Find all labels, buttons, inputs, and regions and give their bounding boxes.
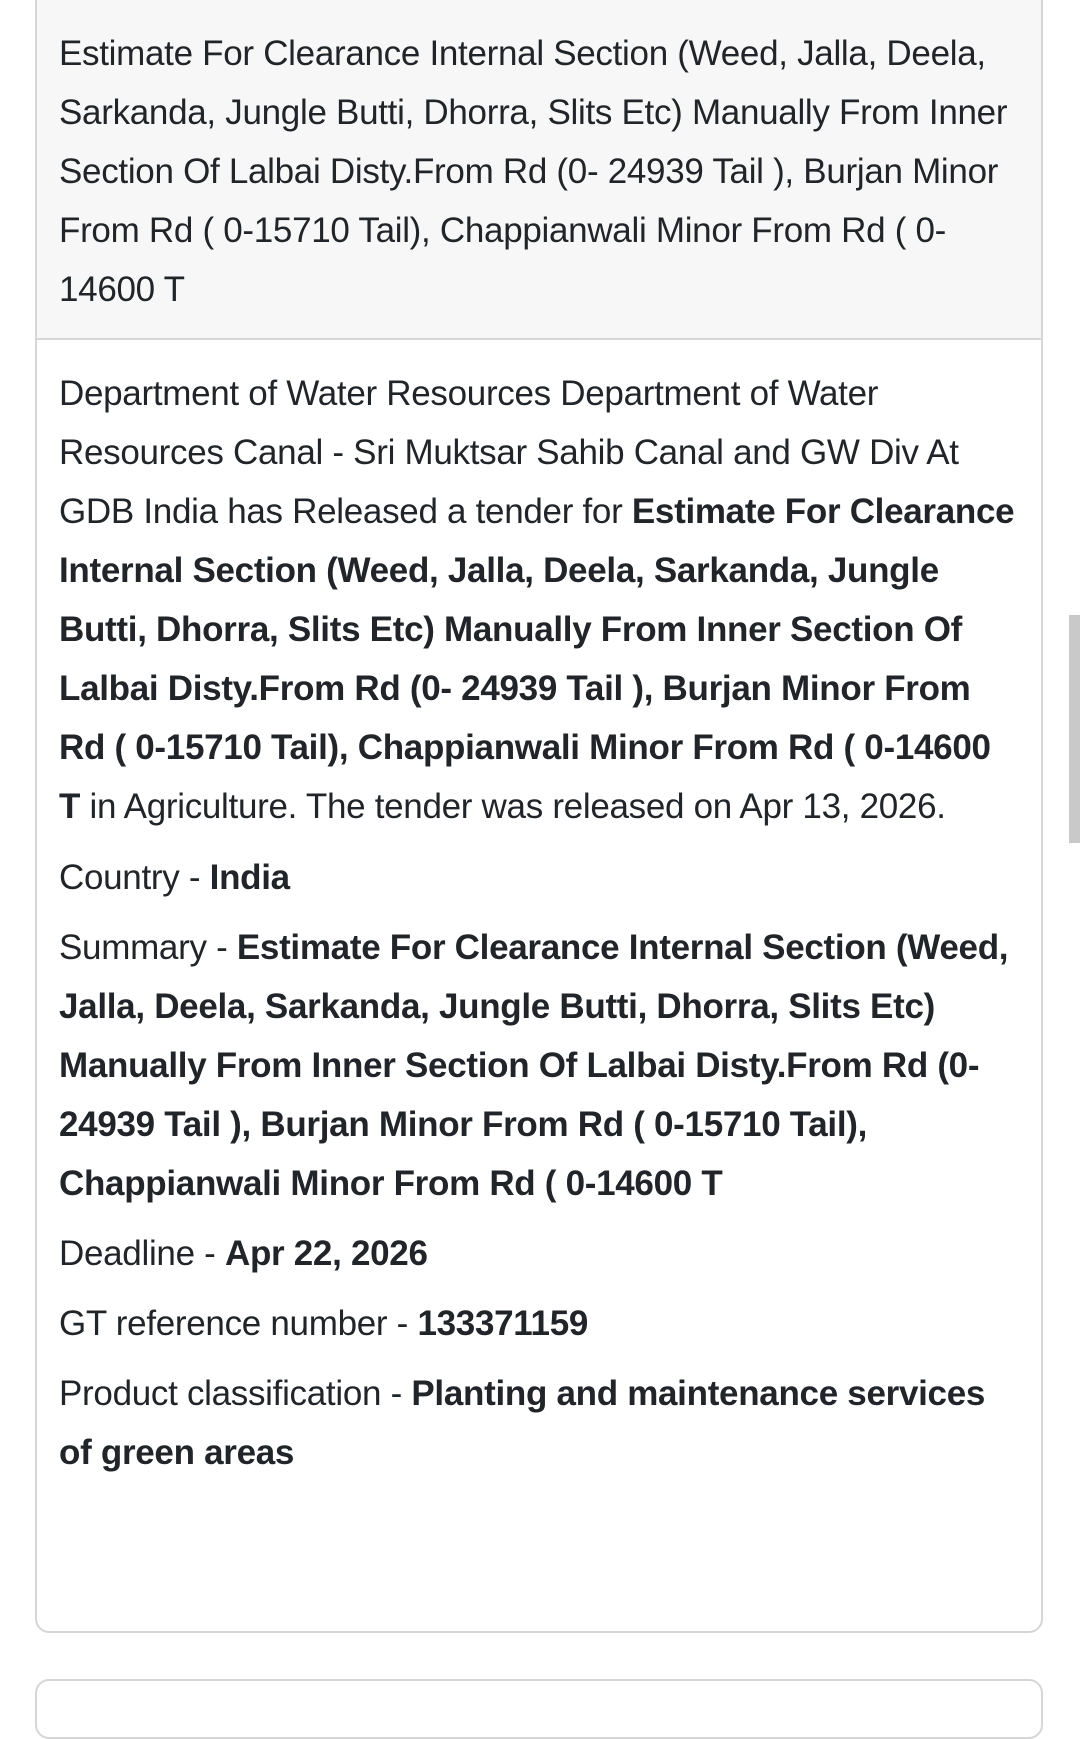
- summary-value: Estimate For Clearance Internal Section (Weed, Jalla, Deela, Sarkanda, Jungle Butti, Dhorra, Slits Etc) Manually From Inner Section Of Lalbai Disty.From Rd (0- 24939 Tail ), Burjan Minor From Rd ( 0-15710 Tail), Chappianwali Minor From Rd ( 0-14600 T: [59, 928, 1009, 1203]
- next-tender-card: [35, 1679, 1043, 1739]
- deadline-value: Apr 22, 2026: [224, 1234, 428, 1273]
- summary-label: Summary -: [59, 928, 237, 967]
- country-label: Country -: [59, 858, 210, 897]
- tender-header-title: Estimate For Clearance Internal Section (Weed, Jalla, Deela, Sarkanda, Jungle Butti, Dhorra, Slits Etc) Manually From Inner Section Of Lalbai Disty.From Rd (0- 24939 Tail ), Burjan Minor From Rd ( 0-15710 Tail), Chappianwali Minor From Rd ( 0-14600 T: [59, 34, 1008, 309]
- release-text: in Agriculture. The tender was released on Apr 13, 2026.: [80, 787, 946, 826]
- tender-card-body: [37, 340, 1041, 1482]
- tender-card: [35, 0, 1043, 1633]
- product-classification-value: Planting and maintenance services of green areas: [59, 1374, 986, 1472]
- gt-reference-value: 133371159: [417, 1304, 589, 1343]
- deadline-field: [59, 1224, 1019, 1283]
- deadline-label: Deadline -: [59, 1234, 225, 1273]
- gt-reference-label: GT reference number -: [59, 1304, 418, 1343]
- page-scrollbar-thumb[interactable]: [1069, 615, 1080, 843]
- tender-title-bold: Estimate For Clearance Internal Section (Weed, Jalla, Deela, Sarkanda, Jungle Butti, Dhorra, Slits Etc) Manually From Inner Section Of Lalbai Disty.From Rd (0- 24939 Tail ), Burjan Minor From Rd ( 0-15710 Tail), Chappianwali Minor From Rd ( 0-14600 T: [59, 492, 1015, 826]
- country-value: India: [209, 858, 290, 897]
- product-classification-label: Product classification -: [59, 1374, 412, 1413]
- gt-reference-field: [59, 1294, 1019, 1353]
- country-field: [59, 848, 1019, 907]
- product-classification-field: [59, 1364, 1019, 1482]
- tender-description: [59, 364, 1019, 836]
- issuer-text: Department of Water Resources Department of Water Resources Canal - Sri Muktsar Sahib Canal and GW Div At GDB India has Released a tender for: [59, 374, 959, 531]
- summary-field: [59, 918, 1019, 1213]
- tender-card-header: [37, 0, 1041, 340]
